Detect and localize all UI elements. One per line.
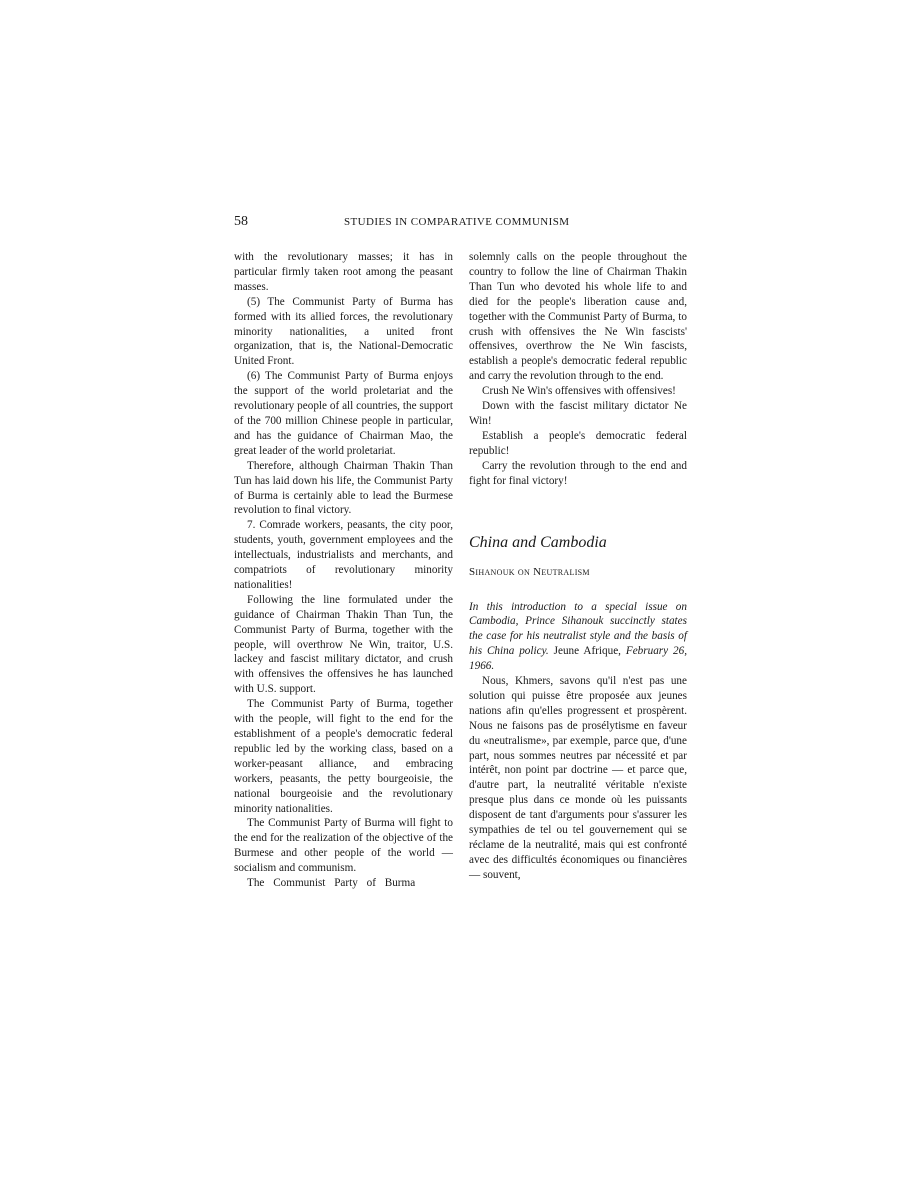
slogan: Establish a people's democratic federal republic!	[469, 429, 687, 457]
intro-note	[469, 600, 687, 675]
paragraph: (5) The Communist Party of Burma has formed with its allied forces, the revolutionary minority nationalities, a united front organization, that is, the National-Democratic United Front.	[234, 295, 453, 368]
french-paragraph: Nous, Khmers, savons qu'il n'est pas une solution qui puisse être proposée aux jeunes nations afin qu'elles progressent et prospèrent. Nous ne faisons pas de prosélytisme en faveur du «neutralisme», par exemple, parce que, d'une part, nous sommes neutres par nécessité et par intérêt, non point par doctrine — et parce que, d'autre part, la neutralité véritable n'existe presque plus dans ce monde où les puissants disposent de tant d'arguments pour s'assurer les sympathies de tel ou tel gouvernement qui se réclame de la neutralité, mais qui est confronté avec des difficultés économiques ou financières — souvent,	[469, 675, 687, 881]
intro-date: February 26, 1966.	[469, 645, 688, 673]
subsection-title	[469, 565, 687, 580]
paragraph: Therefore, although Chairman Thakin Than Tun has laid down his life, the Communist Party of Burma is certainly able to lead the Burmese revolution to final victory.	[234, 459, 453, 517]
paragraph: solemnly calls on the people throughout the country to follow the line of Chairman Thakin Than Tun who devoted his whole life to and died for the people's liberation cause and, together with the Communist Party of Burma, to crush with offensives the Ne Win fascists' offensives, overthrow the Ne Win fascists, establish a people's democratic federal republic and carry the revolution through to the end.	[469, 251, 687, 383]
left-column	[234, 250, 453, 891]
intro-source: Jeune Afrique,	[553, 645, 621, 658]
paragraph: The Communist Party of Burma, together with the people, will fight to the end for the establishment of a people's democratic federal republic led by the working class, based on a worker-peasant alliance, and embracing workers, peasants, the petty bourgeoisie, the national bourgeoisie and the revolutionary minority nationalities.	[234, 698, 453, 815]
paragraph: The Communist Party of Burma	[247, 877, 416, 890]
right-column	[469, 250, 687, 883]
paragraph: 7. Comrade workers, peasants, the city poor, students, youth, government employees and the intellectuals, industrialists and merchants, and compatriots of revolutionary minority nationalities!	[234, 519, 453, 591]
page-header	[234, 214, 694, 234]
paragraph: (6) The Communist Party of Burma enjoys the support of the world proletariat and the revolutionary people of all countries, the support of the 700 million Chinese people in particular, and has the guidance of Chairman Mao, the great leader of the world proletariat.	[234, 370, 453, 457]
slogan: Down with the fascist military dictator Ne Win!	[469, 400, 687, 427]
slogan: Crush Ne Win's offensives with offensives!	[482, 385, 676, 398]
paragraph: Following the line formulated under the guidance of Chairman Thakin Than Tun, the Communist Party of Burma, together with the people, will overthrow Ne Win, traitor, U.S. lackey and fascist military dictator, and crush with offensives the offensives he has launched with U.S. support.	[234, 593, 453, 696]
paragraph: with the revolutionary masses; it has in particular firmly taken root among the peasant masses.	[234, 251, 453, 293]
page-number: 58	[234, 214, 248, 229]
paragraph: The Communist Party of Burma will fight to the end for the realization of the objective of the Burmese and other people of the world — socialism and communism.	[234, 817, 453, 875]
intro-text: In this introduction to a special issue on Cambodia, Prince Sihanouk succinctly states the case for his neutralist style and the basis of his China policy.	[469, 600, 687, 658]
running-head: STUDIES IN COMPARATIVE COMMUNISM	[344, 216, 570, 228]
slogan: Carry the revolution through to the end and fight for final victory!	[469, 459, 687, 487]
subsection-title-text: Sihanouk on Neutralism	[469, 565, 590, 578]
section-title: China and Cambodia	[469, 533, 607, 551]
